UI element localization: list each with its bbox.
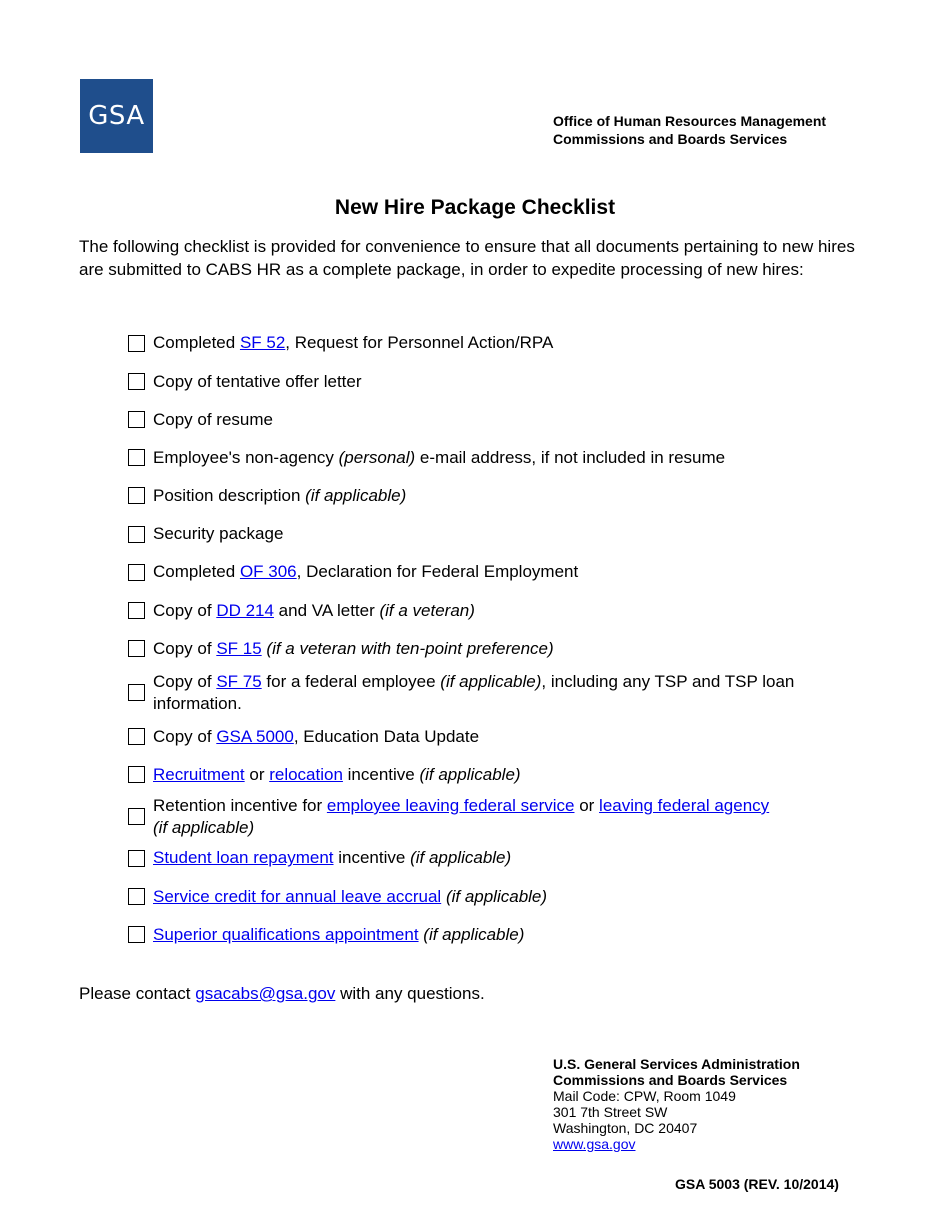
checklist-item-position-description [128,477,848,515]
text: Copy of [153,638,217,658]
footer-city: Washington, DC 20407 [553,1120,698,1136]
footer-dept: Commissions and Boards Services [553,1072,788,1088]
checklist-item-service-credit [128,877,848,915]
service-credit-link[interactable]: Service credit for annual leave accrual [153,886,442,906]
italic-note: (personal) [338,447,416,467]
recruitment-link[interactable]: Recruitment [153,765,245,785]
office-header [553,112,826,148]
italic-note: (if applicable) [423,924,525,944]
intro-paragraph: The following checklist is provided for convenience to ensure that all documents pertaining to new hires are submitted to CABS HR as a complete package, in order to expedite processing of new hires: [79,237,855,279]
item-text [153,638,554,660]
sf15-link[interactable]: SF 15 [216,638,262,658]
text: incentive [342,765,420,785]
footer-address [553,1056,800,1152]
item-text [153,561,578,583]
email-link[interactable]: gsacabs@gsa.gov [195,984,336,1003]
text: , Request for Personnel Action/RPA [285,333,554,353]
text: Completed [153,562,240,582]
checkbox[interactable] [128,766,145,783]
text: , Declaration for Federal Employment [296,562,579,582]
sf75-link[interactable]: SF 75 [216,672,262,692]
text: or [574,796,600,816]
checklist-item-security [128,515,848,553]
checklist-item-sf75 [128,668,848,718]
office-line-2: Commissions and Boards Services [553,131,788,147]
item-text: Security package [153,524,284,544]
text: Completed [153,333,240,353]
checklist-item-recruitment [128,756,848,794]
text: Retention incentive for [153,796,327,816]
item-text [153,764,521,786]
office-line-1: Office of Human Resources Management [553,113,827,129]
text: incentive [333,848,411,868]
contact-line [79,984,485,1004]
item-text [153,795,769,838]
gsa-logo [80,79,153,153]
checklist-item-offer-letter [128,362,848,400]
text: Position description [153,486,306,506]
checklist-item-superior-qualifications [128,915,848,953]
of306-link[interactable]: OF 306 [239,562,297,582]
text: Copy of [153,672,217,692]
student-loan-link[interactable]: Student loan repayment [153,848,334,868]
footer-street: 301 7th Street SW [553,1104,668,1120]
item-text [153,600,475,622]
dd214-link[interactable]: DD 214 [216,600,274,620]
checkbox[interactable] [128,335,145,352]
text: Copy of [153,727,217,747]
checkbox[interactable] [128,684,145,701]
italic-note: (if applicable) [440,672,542,692]
leaving-federal-agency-link[interactable]: leaving federal agency [599,796,770,816]
checklist-item-gsa5000 [128,718,848,756]
checkbox[interactable] [128,411,145,428]
text: Employee's non-agency [153,447,339,467]
text: with any questions. [335,984,485,1003]
relocation-link[interactable]: relocation [269,765,343,785]
gsa-logo-text: GSA [88,101,145,131]
item-text [153,447,725,469]
form-number: GSA 5003 (REV. 10/2014) [675,1176,839,1192]
item-text [153,671,848,714]
checklist-item-email [128,439,848,477]
checkbox[interactable] [128,526,145,543]
checkbox[interactable] [128,728,145,745]
checkbox[interactable] [128,888,145,905]
italic-note: (if applicable) [410,848,512,868]
checklist-item-of306 [128,553,848,591]
italic-note: (if applicable) [445,886,548,906]
footer-org: U.S. General Services Administration [553,1056,800,1072]
text: and VA letter [273,600,380,620]
checkbox[interactable] [128,373,145,390]
checklist-item-student-loan [128,839,848,877]
checkbox[interactable] [128,602,145,619]
footer-mail-code: Mail Code: CPW, Room 1049 [553,1088,736,1104]
text: e-mail address, if not included in resume [415,447,726,467]
checklist-item-dd214 [128,591,848,629]
leaving-federal-service-link[interactable]: employee leaving federal service [326,796,575,816]
item-text: Copy of resume [153,409,273,429]
item-text [153,886,547,908]
checkbox[interactable] [128,926,145,943]
checklist-item-sf52 [128,324,848,362]
checklist-item-retention [128,794,848,839]
text: Please contact [79,984,196,1003]
italic-note: (if applicable) [305,486,407,506]
checklist-item-sf15 [128,630,848,668]
checkbox[interactable] [128,850,145,867]
page-title: New Hire Package Checklist [334,196,616,219]
checkbox[interactable] [128,808,145,825]
checkbox[interactable] [128,564,145,581]
italic-note: (if a veteran) [379,600,475,620]
text: Copy of [153,600,217,620]
item-text [153,726,479,748]
italic-note: (if applicable) [419,765,521,785]
item-text [153,924,524,946]
gsa5000-link[interactable]: GSA 5000 [216,727,294,747]
item-text [153,485,406,507]
italic-note: (if applicable) [153,817,255,837]
item-text [153,332,553,354]
text: , Education Data Update [293,727,480,747]
checkbox[interactable] [128,449,145,466]
text: or [244,765,270,785]
item-text: Copy of tentative offer letter [153,371,362,391]
website-link[interactable]: www.gsa.gov [553,1136,636,1152]
checklist [128,324,848,954]
text: for a federal employee [261,672,441,692]
item-text [153,847,511,869]
text: , including any TSP and TSP loan information. [153,672,795,713]
checkbox[interactable] [128,487,145,504]
superior-qualifications-link[interactable]: Superior qualifications appointment [153,924,419,944]
sf52-link[interactable]: SF 52 [239,333,286,353]
checkbox[interactable] [128,640,145,657]
italic-note: (if a veteran with ten-point preference) [266,638,554,658]
checklist-item-resume [128,400,848,438]
